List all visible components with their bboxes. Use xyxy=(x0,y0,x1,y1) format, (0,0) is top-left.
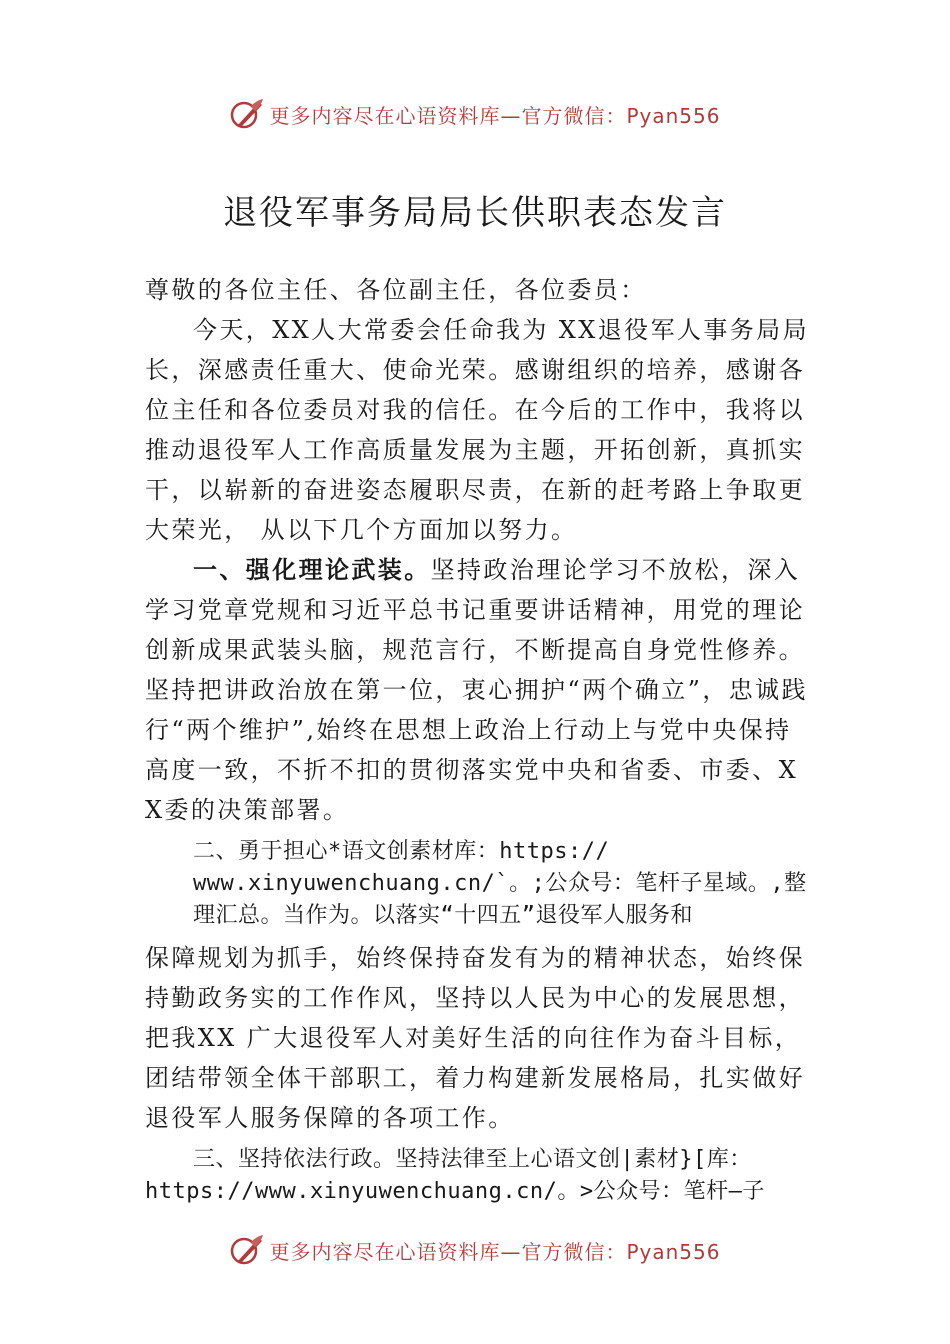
section-1-paragraph xyxy=(145,550,815,830)
section-3-line-2: https://www.xinyuwenchuang.cn/。>公众号：笔杆—子 xyxy=(145,1179,765,1204)
section-2-line-3: 理汇总。当作为。以落实“十四五”退役军人服务和 xyxy=(193,903,693,928)
document-body xyxy=(145,270,815,1208)
watermark-text: 更多内容尽在心语资料库—官方微信：Pyan556 xyxy=(269,1239,721,1264)
section-1-body: 坚持政治理论学习不放松，深入学习党章党规和习近平总书记重要讲话精神，用党的理论创新成果武装头脑，规范言行，不断提高自身党性修养。坚持把讲政治放在第一位，衷心拥护“两个确立”，忠诚践行“两个维护”,始终在思想上政治上行动上与党中央保持高度一致，不折不扣的贯彻落实党中央和省委、市委、XX委的决策部署。 xyxy=(145,556,808,824)
section-2-line-1: 二、勇于担心*语文创素材库：https:// xyxy=(193,839,610,864)
section-2-body: 保障规划为抓手，始终保持奋发有为的精神状态，始终保持勤政务实的工作作风，坚持以人民为中心的发展思想，把我XX 广大退役军人对美好生活的向往作为奋斗目标，团结带领全体干部职工，着力构建新发展格局，扎实做好退役军人服务保障的各项工作。 xyxy=(145,944,805,1132)
quill-logo-icon xyxy=(229,1232,265,1268)
header-watermark xyxy=(0,92,950,136)
document-title: 退役军事务局局长供职表态发言 xyxy=(223,193,727,233)
watermark-text: 更多内容尽在心语资料库—官方微信：Pyan556 xyxy=(269,103,721,128)
section-2-header-block xyxy=(145,836,815,932)
section-3-line-1: 三、坚持依法行政。坚持法律至上心语文创|素材}[库： xyxy=(193,1147,752,1172)
intro-paragraph: 今天，XX人大常委会任命我为 XX退役军人事务局局长，深感责任重大、使命光荣。感谢组织的培养，感谢各位主任和各位委员对我的信任。在今后的工作中，我将以推动退役军人工作高质量发展为主题，开拓创新，真抓实干，以崭新的奋进姿态履职尽责，在新的赶考路上争取更大荣光， 从以下几个方面加以努力。 xyxy=(145,316,809,544)
footer-watermark xyxy=(0,1228,950,1272)
section-1-heading: 一、强化理论武装。 xyxy=(193,556,431,584)
section-3-header-block xyxy=(145,1144,815,1208)
salutation: 尊敬的各位主任、各位副主任，各位委员： xyxy=(145,276,647,304)
quill-logo-icon xyxy=(229,96,265,132)
section-2-line-2: www.xinyuwenchuang.cn/`。;公众号：笔杆子星域。,整 xyxy=(193,871,807,896)
